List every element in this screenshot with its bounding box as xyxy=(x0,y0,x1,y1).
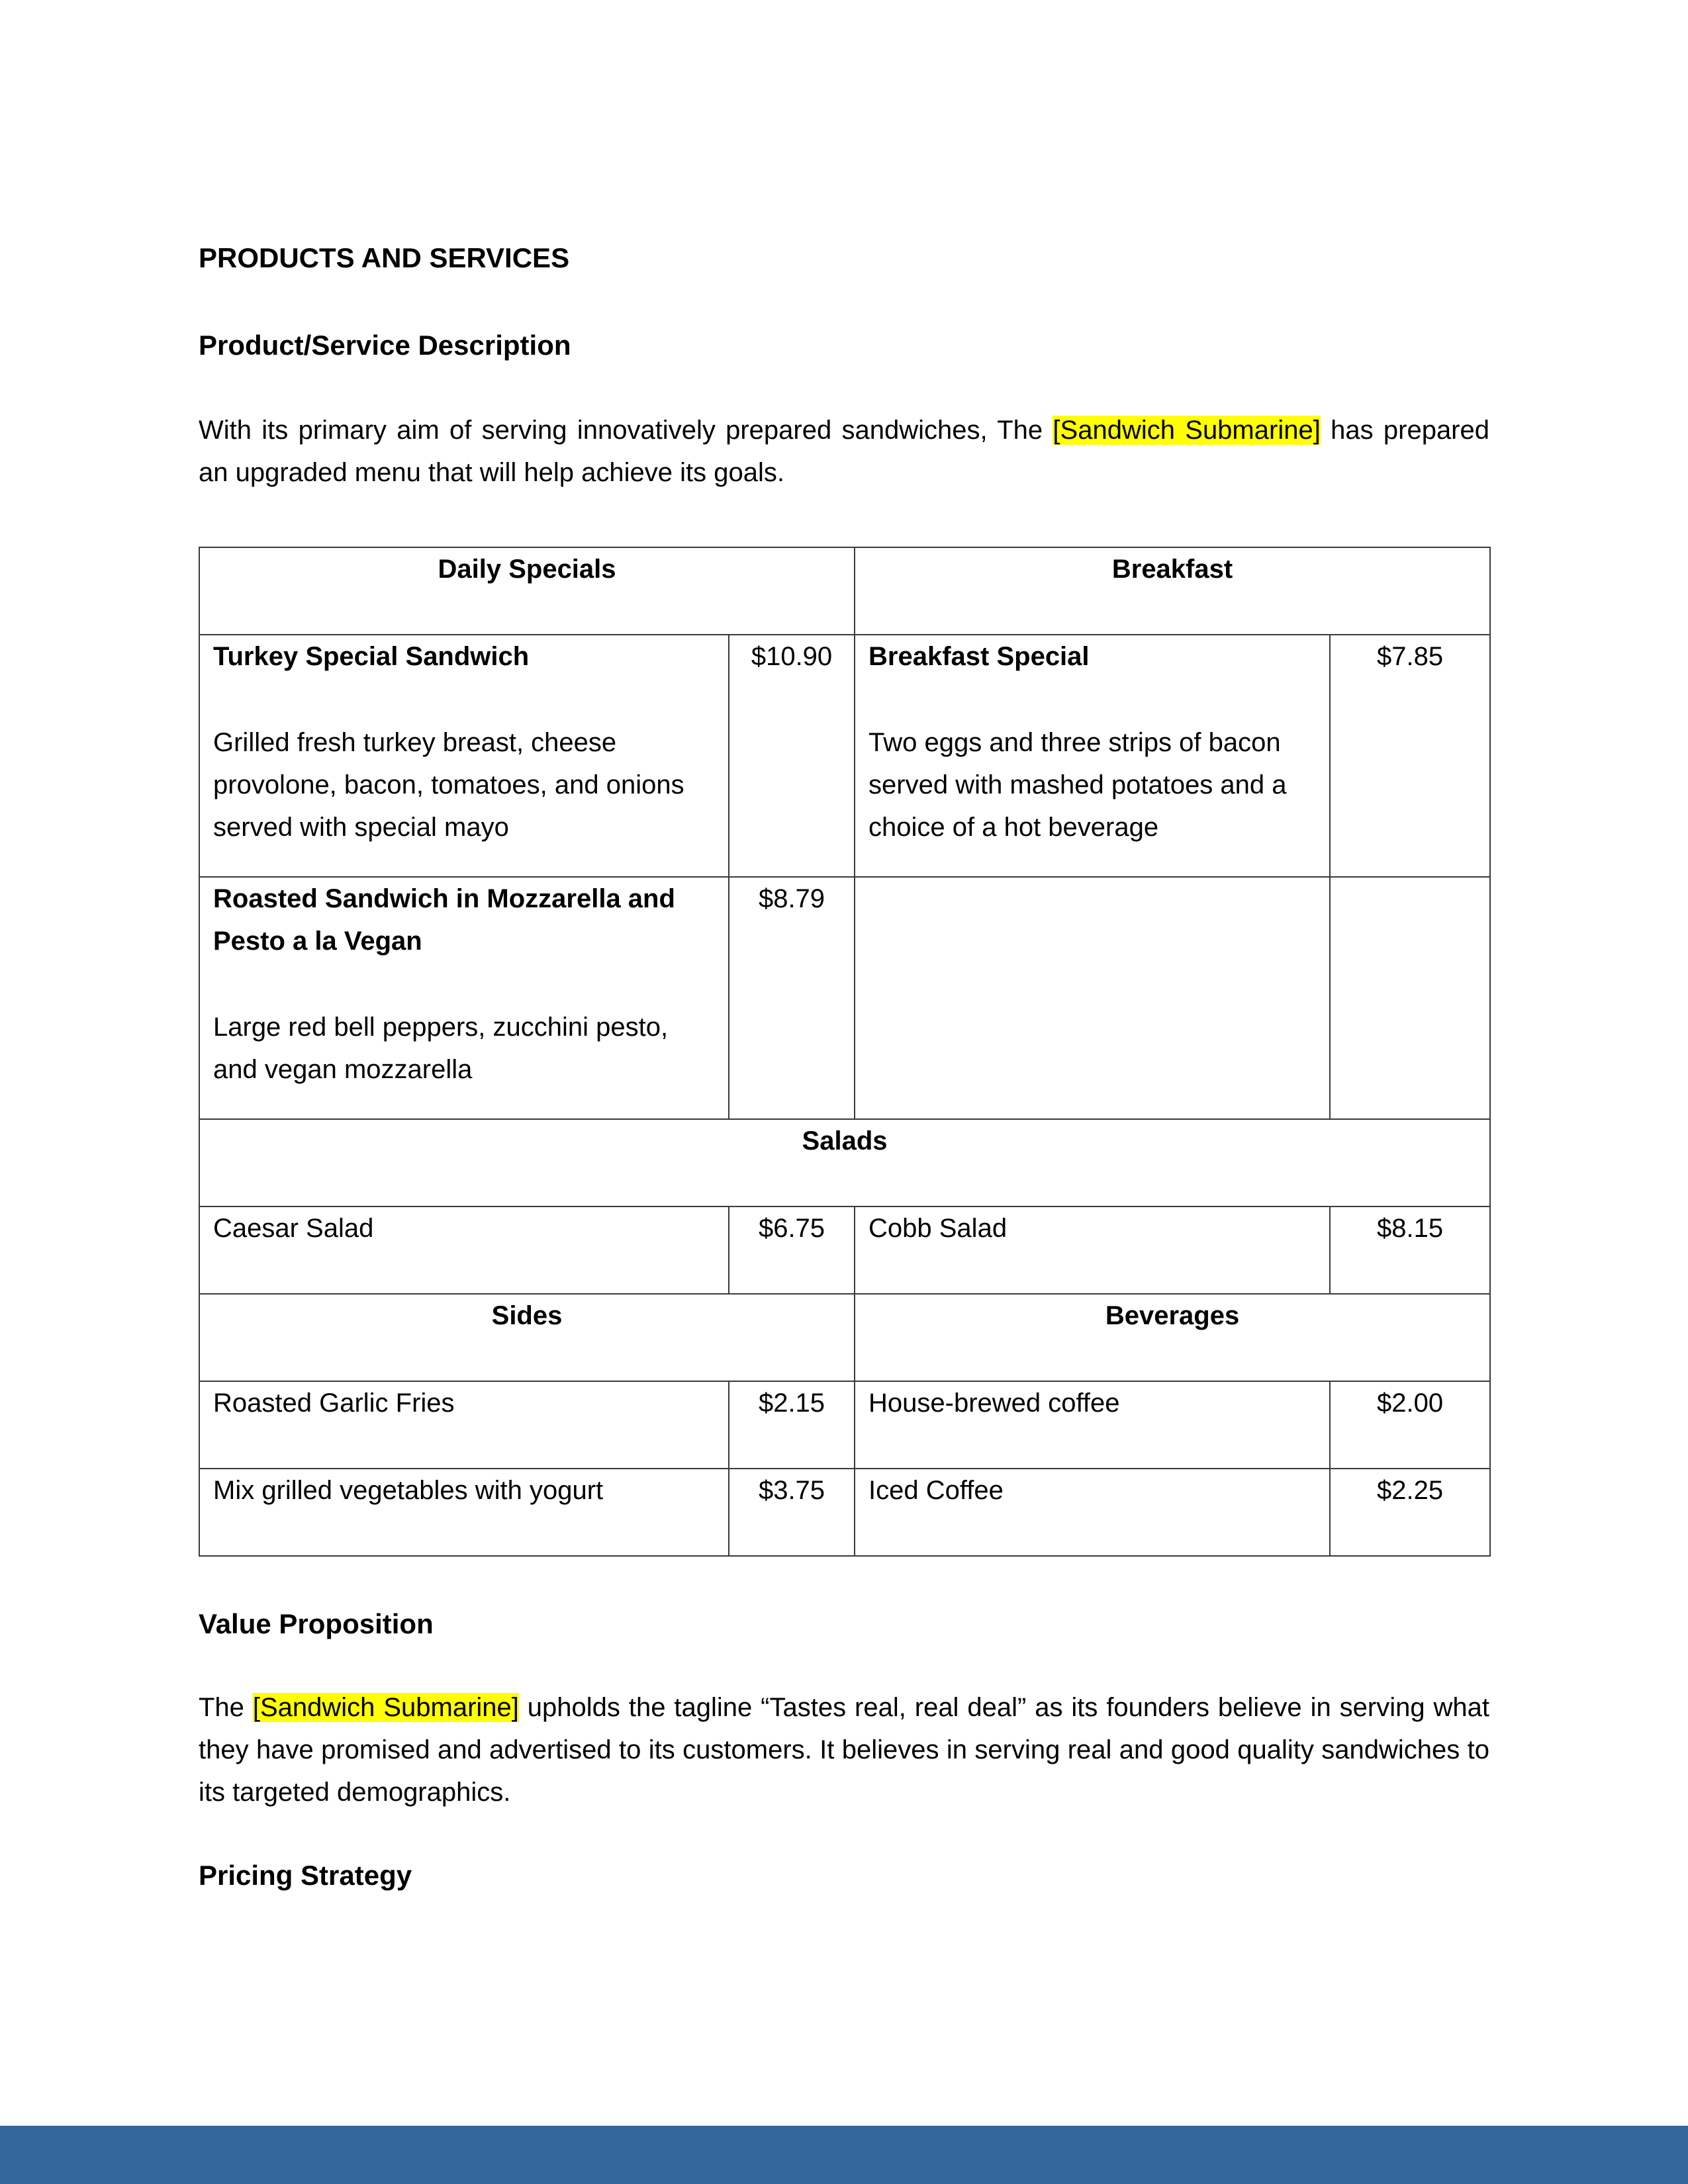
company-name-placeholder: [Sandwich Submarine] xyxy=(1053,416,1321,445)
menu-item-description: Grilled fresh turkey breast, cheese provolone, bacon, tomatoes, and onions served with special mayo xyxy=(213,728,684,842)
menu-item xyxy=(199,635,729,877)
menu-item-price: $2.15 xyxy=(729,1381,855,1469)
menu-item-name: Turkey Special Sandwich xyxy=(213,642,530,671)
value-proposition-heading: Value Proposition xyxy=(199,1608,434,1639)
menu-item xyxy=(199,877,729,1119)
daily-specials-header: Daily Specials xyxy=(199,547,855,635)
product-description-heading: Product/Service Description xyxy=(199,330,571,361)
menu-item-name: Roasted Garlic Fries xyxy=(199,1381,729,1469)
value-proposition-text-end: upholds the tagline “Tastes real, real deal” as its founders believe in serving what they have promised and advertised to its customers. It believes in serving real and good quality sandwiches to its targeted demographics. xyxy=(199,1693,1489,1807)
menu-item-name: Breakfast Special xyxy=(868,642,1090,671)
menu-item-name: Cobb Salad xyxy=(855,1206,1330,1294)
salads-header: Salads xyxy=(199,1119,1490,1206)
table-row xyxy=(199,1294,1490,1381)
company-name-placeholder: [Sandwich Submarine] xyxy=(252,1693,519,1722)
menu-item-description: Large red bell peppers, zucchini pesto, and vegan mozzarella xyxy=(213,1013,669,1084)
menu-item-price: $6.75 xyxy=(729,1206,855,1294)
document-page xyxy=(199,238,1489,1895)
footer-bar xyxy=(0,2126,1688,2184)
menu-item-price: $10.90 xyxy=(729,635,855,877)
menu-item-name: Mix grilled vegetables with yogurt xyxy=(199,1469,729,1556)
product-description-text-start: With its primary aim of serving innovatively prepared sandwiches, The xyxy=(199,416,1053,445)
table-row xyxy=(199,877,1490,1119)
table-row xyxy=(199,1206,1490,1294)
empty-cell xyxy=(855,877,1330,1119)
product-description-paragraph xyxy=(199,409,1489,494)
menu-item-name: House-brewed coffee xyxy=(855,1381,1330,1469)
menu-item-price: $8.15 xyxy=(1330,1206,1490,1294)
empty-cell xyxy=(1330,877,1490,1119)
pricing-strategy-heading: Pricing Strategy xyxy=(199,1860,412,1891)
menu-item-name: Roasted Sandwich in Mozzarella and Pesto a la Vegan xyxy=(213,884,675,956)
value-proposition-paragraph xyxy=(199,1686,1489,1813)
menu-item-price: $2.25 xyxy=(1330,1469,1490,1556)
sides-header: Sides xyxy=(199,1294,855,1381)
table-row xyxy=(199,635,1490,877)
table-row xyxy=(199,547,1490,635)
table-row xyxy=(199,1469,1490,1556)
menu-item-description: Two eggs and three strips of bacon served with mashed potatoes and a choice of a hot beverage xyxy=(868,728,1287,842)
menu-item-price: $7.85 xyxy=(1330,635,1490,877)
menu-item-price: $2.00 xyxy=(1330,1381,1490,1469)
menu-item-name: Caesar Salad xyxy=(199,1206,729,1294)
menu-item xyxy=(855,635,1330,877)
menu-item-price: $8.79 xyxy=(729,877,855,1119)
beverages-header: Beverages xyxy=(855,1294,1490,1381)
breakfast-header: Breakfast xyxy=(855,547,1490,635)
menu-table xyxy=(199,547,1491,1557)
menu-item-price: $3.75 xyxy=(729,1469,855,1556)
table-row xyxy=(199,1381,1490,1469)
table-row xyxy=(199,1119,1490,1206)
menu-item-name: Iced Coffee xyxy=(855,1469,1330,1556)
section-heading: PRODUCTS AND SERVICES xyxy=(199,242,570,273)
value-proposition-text-start: The xyxy=(199,1693,253,1722)
product-description-text-end: has prepared an upgraded menu that will help achieve its goals. xyxy=(199,416,1489,487)
